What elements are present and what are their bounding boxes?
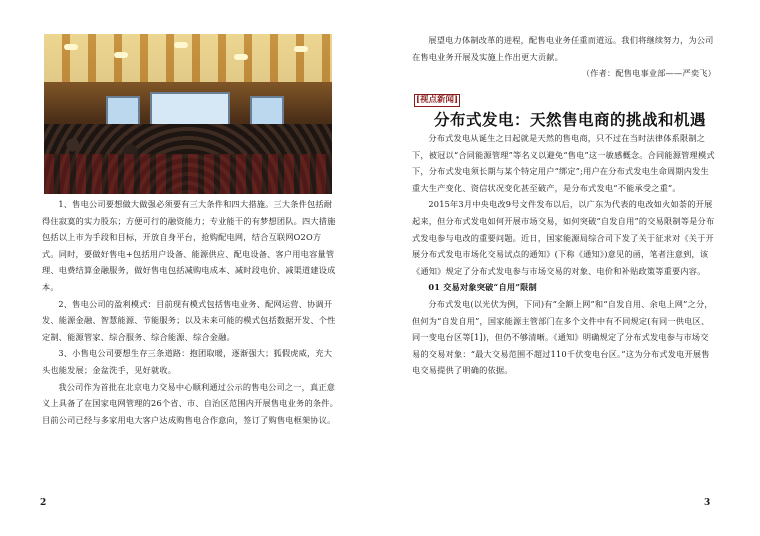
right-page bbox=[380, 0, 760, 536]
intro-paragraph: 展望电力体制改革的进程，配售电业务任重而道远。我们将继续努力，为公司在售电业务开展及实施上作出更大贡献。 bbox=[412, 35, 714, 62]
subheading: 01 交易对象突破“自用”限制 bbox=[428, 282, 537, 293]
paragraph: 分布式发电从诞生之日起就是天然的售电商，只不过在当时法律体系限制之下，被冠以“合同能源管理”等名义以避免“售电”这一敏感概念。合同能源管理模式下，分布式发电须长期与某个特定用户“绑定”;用户在分布式发电生命周期内发生重大生产变化、资信状况变化甚至破产，是分布式发电“不能承受之重”。 bbox=[412, 133, 715, 193]
paragraph: 1、售电公司要想做大做强必须要有三大条件和四大措施。三大条件包括耐得住寂寞的实力股东；方便可行的融资能力；专业能干的有梦想团队。四大措施包括以上市为手段和目标，开放自身平台，抢购配电网，结合互联网O2O方式。同时，要做好售电+包括用户设备、能源供应、配电设备、客户用电容量管理、电费结算金融服务，做好售电包括减购电成本、减时段电价、减渠道建设成本。 bbox=[42, 199, 336, 292]
page-number-right: 3 bbox=[704, 498, 711, 508]
conference-hall-photo bbox=[44, 34, 332, 194]
paragraph: 2、售电公司的盈利模式：目前现有模式包括售电业务、配网运营、协调开发、能源金融、智慧能源、节能服务；以及未来可能的模式包括数据开发、个性定制、能源管家、综合服务、综合能源、综合金融。 bbox=[42, 298, 336, 342]
paragraph: 2015年3月中央电改9号文件发布以后，以广东为代表的电改如火如荼的开展起来，但分布式发电如何开展市场交易，如何突破“自发自用”的交易限制等是分布式发电参与电改的重要问题。近日，国家能源局综合司下发了关于征求对《关于开展分布式发电市场化交易试点的通知》(下称《通知》)意见的函，笔者注意到，该《通知》规定了分布式发电参与市场交易的对象、电价和补贴政策等重要内容。 bbox=[412, 199, 715, 276]
left-body-text bbox=[42, 196, 338, 428]
paragraph: 我公司作为首批在北京电力交易中心顺利通过公示的售电公司之一，真正意义上具备了在国家电网管理的26个省、市、自治区范围内开展售电业务的条件。目前公司已经与多家用电大客户达成购售电合作意向，签订了购售电框架协议。 bbox=[42, 381, 338, 425]
paragraph: 分布式发电(以光伏为例，下同)有“全额上网”和“自发自用、余电上网”之分，但何为“自发自用”，国家能源主管部门在多个文件中有不同规定(有同一供电区、同一变电台区等[1])，但仍不够清晰。《通知》明确规定了分布式发电参与市场交易的交易对象：“最大交易范围不超过110千伏变电台区。”这为分布式发电开展售电交易提供了明确的依据。 bbox=[412, 298, 713, 376]
right-intro bbox=[412, 32, 716, 82]
paragraph: 3、小售电公司要想生存三条道路：抱团取暖，逐渐强大；狐假虎威，充大头也能发展；金盆洗手，见好就收。 bbox=[42, 348, 333, 375]
article-title: 分布式发电：天然售电商的挑战和机遇 bbox=[433, 110, 706, 129]
section-tag: [视点新闻] bbox=[416, 95, 459, 105]
page-number-left: 2 bbox=[40, 498, 47, 508]
author-signature: （作者：配售电事业部——严奕飞） bbox=[581, 68, 716, 79]
